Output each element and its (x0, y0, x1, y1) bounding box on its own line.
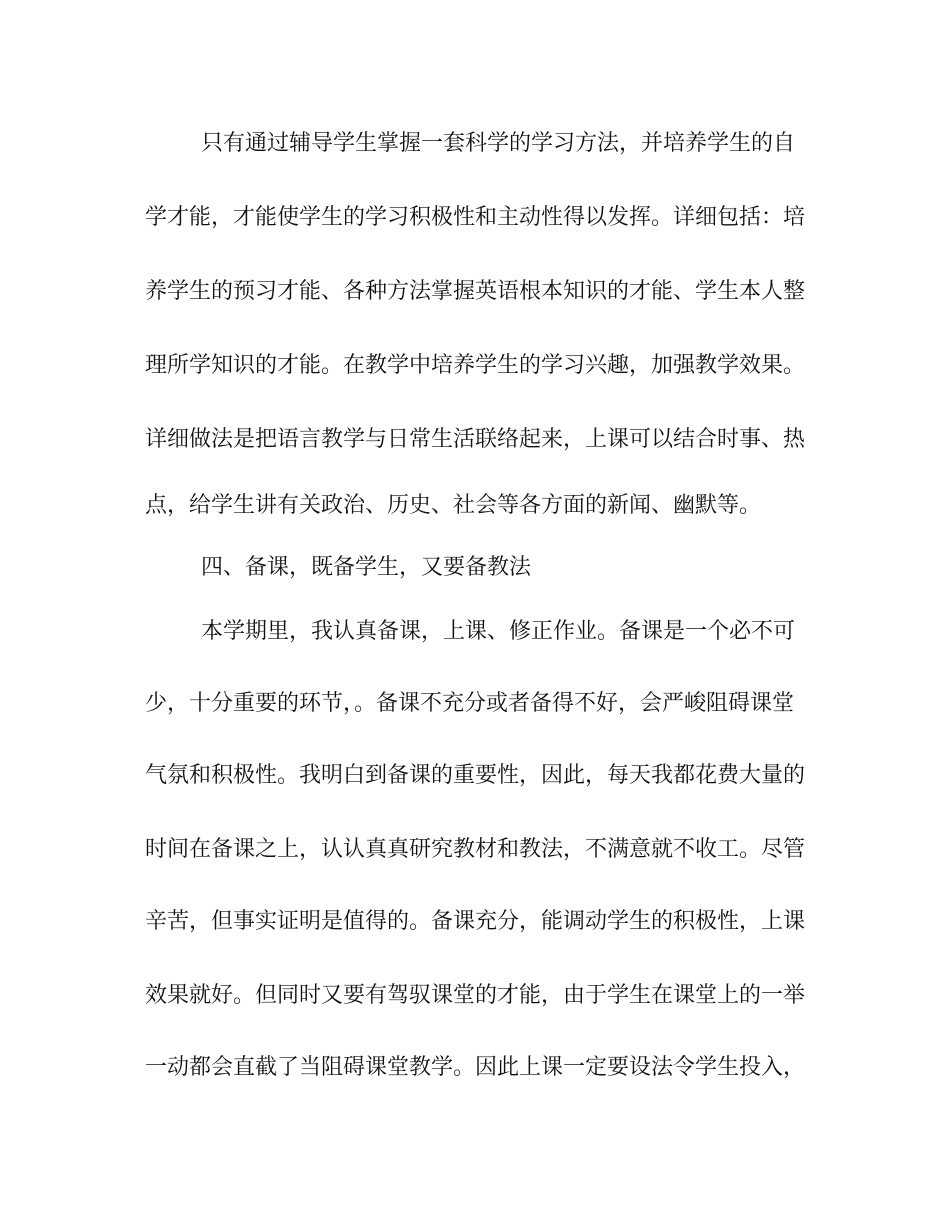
paragraph-2-line-1: 本学期里，我认真备课，上课、修正作业。备课是一个必不可 (201, 619, 796, 644)
paragraph-2-line-5: 辛苦，但事实证明是值得的。备课充分，能调动学生的积极性，上课 (145, 909, 806, 934)
section-heading: 四、备课，既备学生，又要备教法 (201, 555, 532, 580)
paragraph-2-line-7: 一动都会直截了当阻碍课堂教学。因此上课一定要设法令学生投入， (145, 1055, 806, 1080)
paragraph-2-line-6: 效果就好。但同时又要有驾驭课堂的才能，由于学生在课堂上的一举 (145, 983, 806, 1008)
paragraph-1-line-2: 学才能，才能使学生的学习积极性和主动性得以发挥。详细包括：培 (145, 205, 806, 230)
paragraph-2-line-3: 气氛和积极性。我明白到备课的重要性，因此，每天我都花费大量的 (145, 763, 806, 788)
paragraph-1-line-4: 理所学知识的才能。在教学中培养学生的学习兴趣，加强教学效果。 (145, 353, 806, 378)
paragraph-1-line-6: 点，给学生讲有关政治、历史、社会等各方面的新闻、幽默等。 (145, 493, 762, 518)
paragraph-2-line-4: 时间在备课之上，认认真真研究教材和教法，不满意就不收工。尽管 (145, 837, 806, 862)
paragraph-1-line-1: 只有通过辅导学生掌握一套科学的学习方法，并培养学生的自 (201, 131, 796, 156)
paragraph-1-line-3: 养学生的预习才能、各种方法掌握英语根本知识的才能、学生本人整 (145, 279, 806, 304)
paragraph-2-line-2: 少，十分重要的环节，。备课不充分或者备得不好，会严峻阻碍课堂 (145, 691, 795, 716)
paragraph-1-line-5: 详细做法是把语言教学与日常生活联络起来，上课可以结合时事、热 (145, 427, 806, 452)
